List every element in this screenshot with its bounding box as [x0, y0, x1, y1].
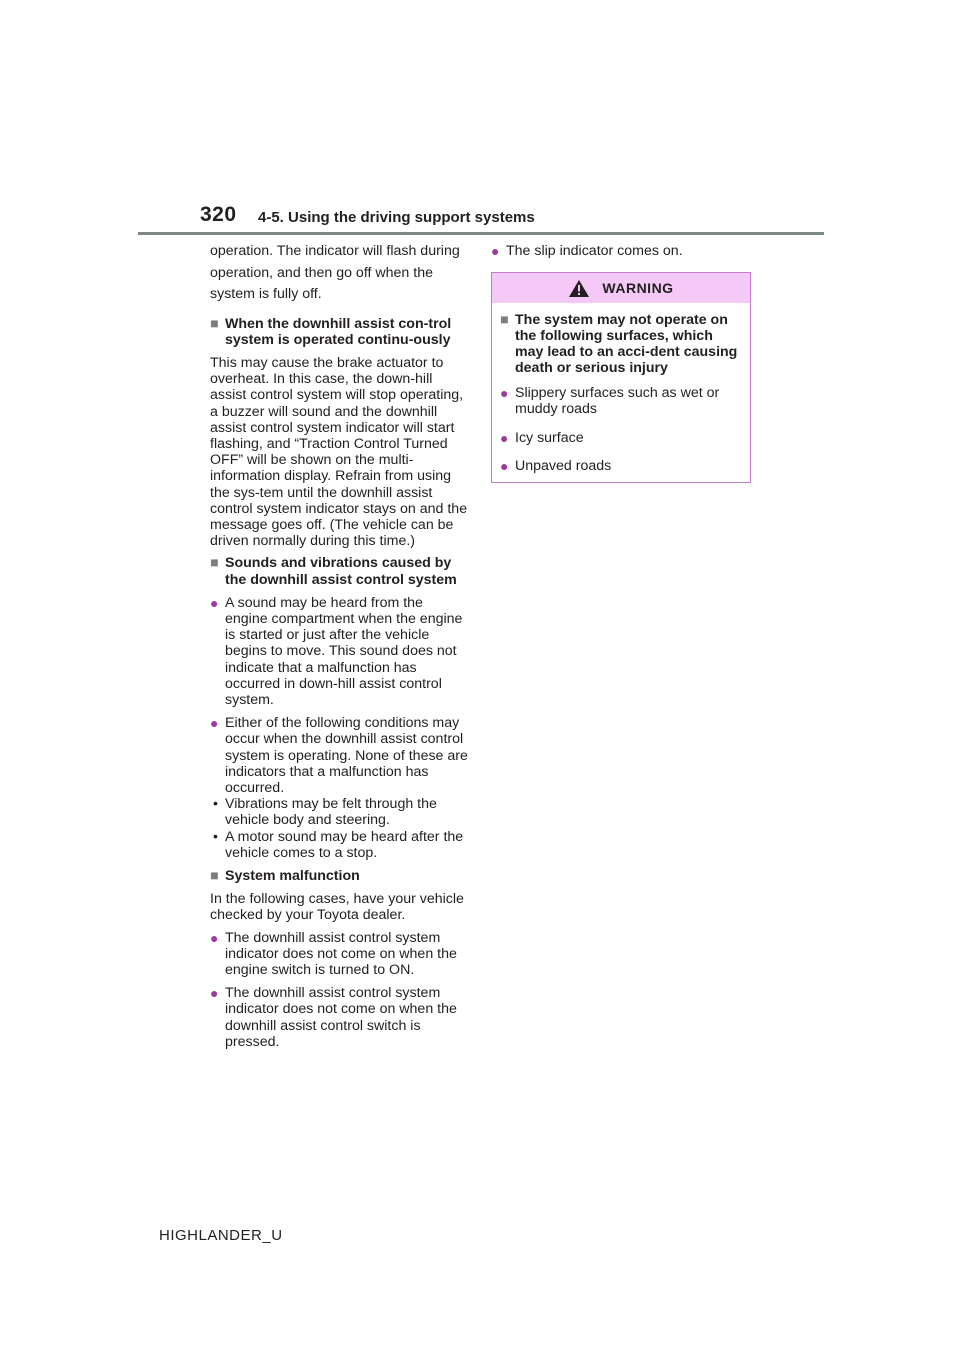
list-item-text: The downhill assist control system indicator does not come on when the engine switch is turned to ON. — [225, 929, 457, 979]
left-column — [210, 241, 468, 1057]
list-item — [210, 930, 468, 979]
square-bullet-icon: ■ — [210, 555, 219, 572]
list-item-text: A sound may be heard from the engine compartment when the engine is started or just after the vehicle begins to move. This sound does not indicate that a malfunction has occurred in down-hill assist control system. — [225, 594, 463, 708]
paragraph-malfunction: In the following cases, have your vehicle checked by your Toyota dealer. — [210, 891, 464, 924]
small-dot-icon: • — [213, 828, 218, 845]
sub-list-item-text: A motor sound may be heard after the vehicle comes to a stop. — [225, 828, 464, 861]
heading-text: System malfunction — [225, 868, 360, 884]
list-item-text: The downhill assist control system indicator does not come on when the downhill assist control switch is pressed. — [225, 985, 457, 1050]
heading-text: When the downhill assist con-trol system is operated continu-ously — [225, 315, 452, 348]
circle-bullet-icon: ● — [491, 243, 500, 259]
list-item — [500, 458, 740, 474]
warning-body — [492, 303, 750, 482]
heading-continuous-operation — [210, 316, 468, 348]
list-item-text: Unpaved roads — [515, 457, 612, 474]
page-number: 320 — [200, 203, 237, 226]
list-item — [210, 595, 468, 708]
warning-header — [492, 273, 750, 303]
heading-text: The system may not operate on the following surfaces, which may lead to an acci-dent causing death or serious injury — [515, 312, 738, 377]
square-bullet-icon: ■ — [500, 312, 509, 329]
circle-bullet-icon: ● — [500, 457, 509, 474]
square-bullet-icon: ■ — [210, 868, 219, 884]
sub-list-item — [210, 796, 468, 828]
list-item-text: Icy surface — [515, 429, 584, 446]
warning-heading — [500, 312, 740, 376]
list-item-text: Slippery surfaces such as wet or muddy roads — [515, 385, 720, 418]
list-item — [210, 985, 468, 1050]
paragraph-overheat: This may cause the brake actuator to overheat. In this case, the down-hill assist control system will stop operating, a buzzer will sound and the downhill assist control system indicator will start flashing, and “Traction Control Turned OFF” will be shown on the multi-information display. Refrain from using the sys-tem until the downhill assist control system indicator stays on and the message goes off. (The vehicle can be driven normally during this time.) — [210, 354, 468, 550]
sub-list-item-text: Vibrations may be felt through the vehicle body and steering. — [225, 796, 437, 829]
header-rule — [138, 232, 824, 235]
intro-paragraph: operation. The indicator will flash during operation, and then go off when the system is fully off. — [210, 243, 460, 302]
circle-bullet-icon: ● — [210, 594, 219, 611]
heading-text: Sounds and vibrations caused by the downhill assist control system — [225, 555, 457, 588]
list-item-text: Either of the following conditions may occur when the downhill assist control system is operating. None of these are indicators that a malfunction has occurred. — [225, 715, 468, 796]
small-dot-icon: • — [213, 796, 218, 813]
circle-bullet-icon: ● — [210, 929, 219, 946]
square-bullet-icon: ■ — [210, 315, 219, 332]
circle-bullet-icon: ● — [500, 385, 509, 402]
warning-title: WARNING — [602, 280, 674, 297]
circle-bullet-icon: ● — [500, 429, 509, 446]
circle-bullet-icon: ● — [210, 985, 219, 1002]
heading-sounds-vibrations — [210, 555, 468, 587]
warning-triangle-icon — [568, 279, 590, 298]
warning-box — [491, 272, 751, 483]
section-title: 4-5. Using the driving support systems — [258, 209, 535, 226]
list-item-text: The slip indicator comes on. — [506, 243, 683, 259]
right-column — [491, 241, 753, 483]
list-item — [500, 385, 740, 417]
list-item — [210, 715, 468, 796]
footer-model-code: HIGHLANDER_U — [159, 1227, 283, 1244]
sub-list-item — [210, 829, 468, 861]
list-item — [500, 430, 740, 446]
list-item — [491, 243, 753, 259]
heading-system-malfunction — [210, 868, 468, 884]
circle-bullet-icon: ● — [210, 715, 219, 732]
